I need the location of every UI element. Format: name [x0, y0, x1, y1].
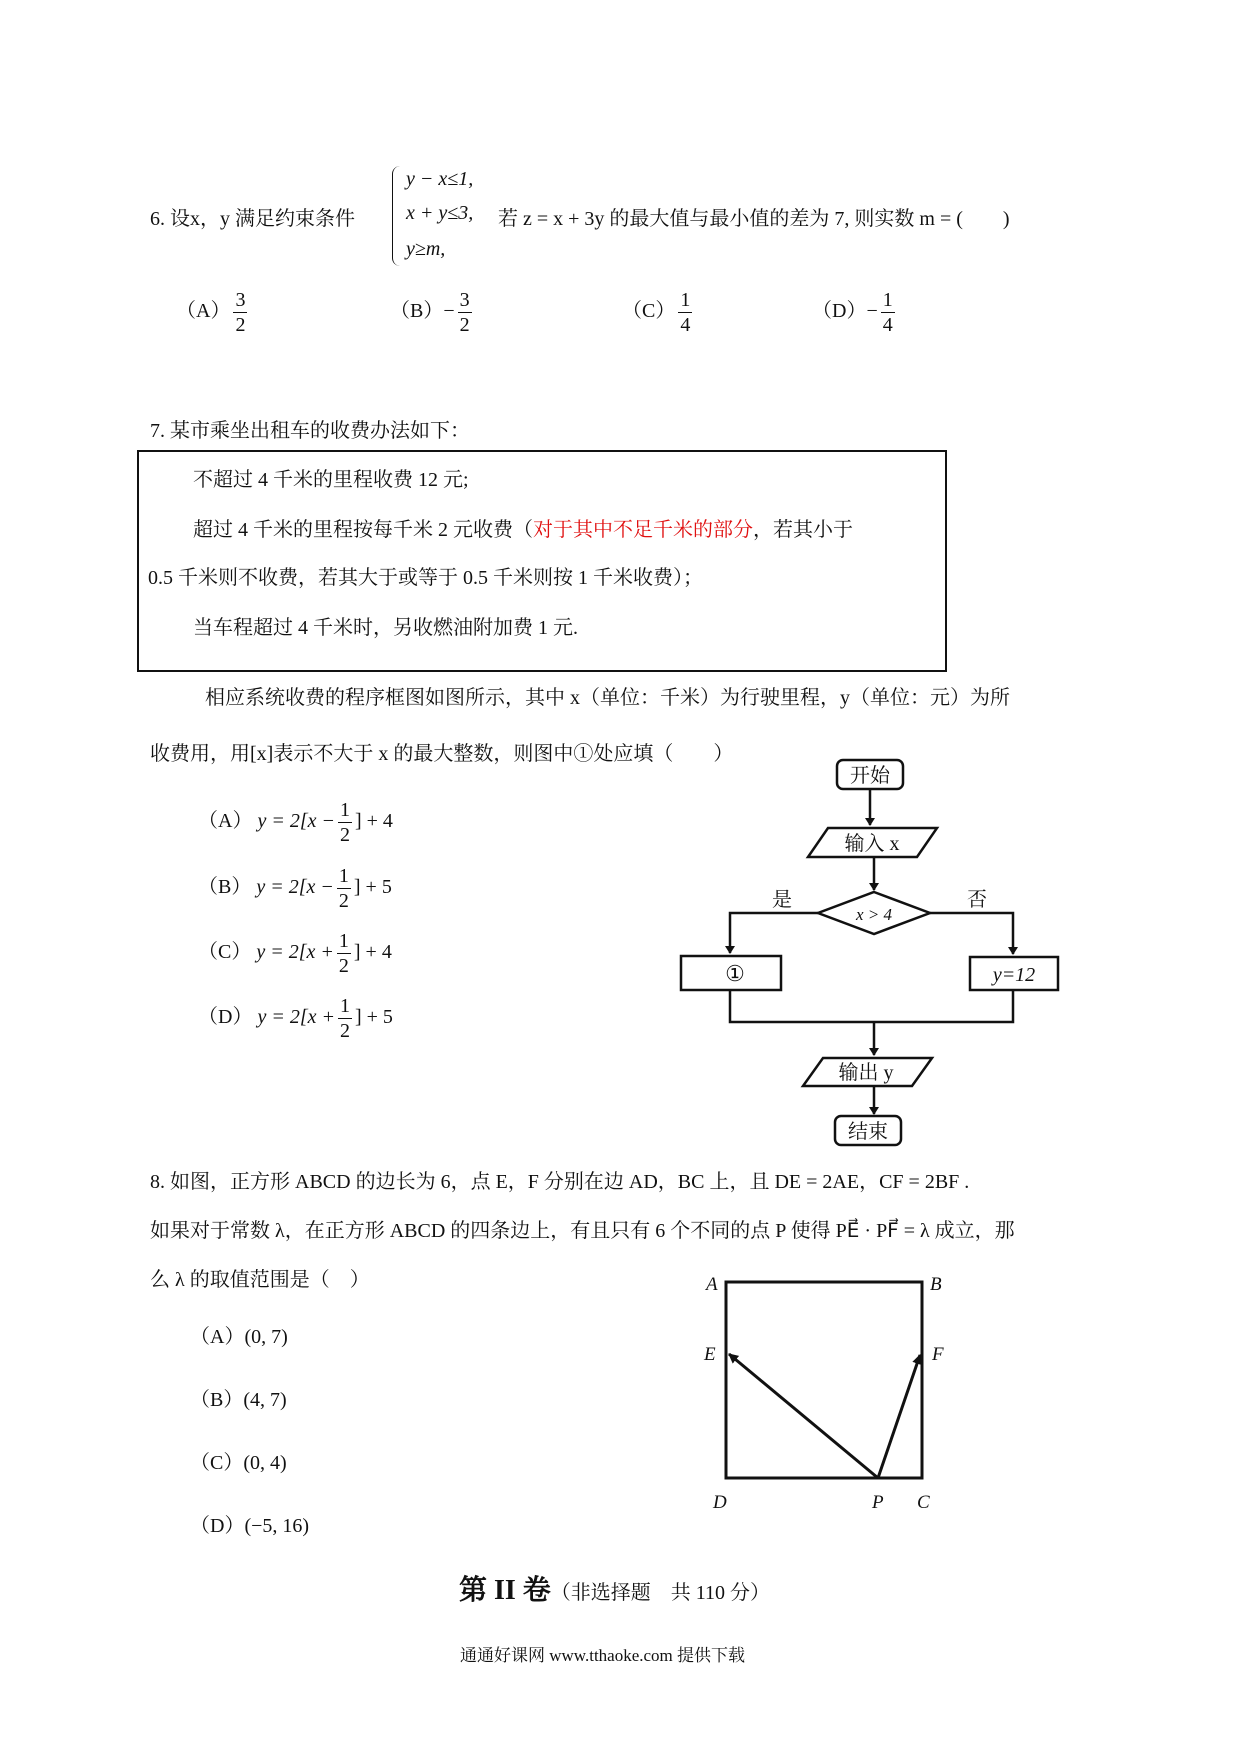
numerator: 1	[680, 289, 691, 311]
vector-pe	[729, 1354, 878, 1478]
denominator: 2	[339, 1020, 350, 1042]
option-label: （B）	[198, 876, 252, 899]
denominator: 2	[235, 314, 246, 336]
formula-part: ] + 5	[353, 876, 392, 899]
formula-part: y = 2[x −	[257, 810, 335, 833]
q8-stem-line-3: 么 λ 的取值范围是（ ）	[150, 1269, 370, 1291]
numerator: 3	[235, 289, 246, 311]
q7-rule-4: 当车程超过 4 千米时，另收燃油附加费 1 元.	[193, 617, 578, 639]
vector-pf	[878, 1355, 920, 1478]
denominator: 4	[680, 314, 691, 336]
denominator: 2	[339, 824, 350, 846]
option-value: (0, 7)	[244, 1326, 288, 1348]
denominator: 2	[338, 890, 349, 912]
rule-text: ，若其小于	[753, 519, 853, 541]
option-label: （A）	[198, 810, 253, 833]
highlighted-text: 对于其中不足千米的部分	[533, 519, 753, 541]
option-label: （D）	[198, 1006, 253, 1029]
section-subtitle: （非选择题 共 110 分）	[550, 1582, 771, 1604]
option-value: (4, 7)	[243, 1389, 287, 1411]
numerator: 1	[339, 995, 350, 1017]
option-label: （A）	[190, 1326, 245, 1348]
section-title: 第 II 卷	[459, 1575, 551, 1606]
flow-yes-label: 是	[772, 889, 792, 911]
formula-part: ] + 4	[353, 941, 392, 964]
formula-part: y = 2[x −	[256, 876, 334, 899]
flow-end-label: 结束	[848, 1121, 888, 1143]
point-label-p: P	[872, 1492, 884, 1513]
numerator: 3	[459, 289, 470, 311]
formula-part: ] + 4	[354, 810, 393, 833]
option-sign: −	[866, 300, 878, 323]
flow-step-no-label: y=12	[992, 964, 1036, 986]
denominator: 4	[882, 314, 893, 336]
option-label: （A）	[176, 300, 231, 323]
point-label-f: F	[932, 1344, 944, 1365]
numerator: 1	[338, 865, 349, 887]
q6-constraint-3: y≥m,	[406, 238, 446, 260]
q6-constraint-2: x + y≤3,	[406, 202, 474, 224]
q7-paragraph-2: 收费用，用[x]表示不大于 x 的最大整数，则图中①处应填（ ）	[150, 743, 734, 765]
formula-part: y = 2[x +	[257, 1006, 335, 1029]
option-sign: −	[443, 300, 455, 323]
option-label: （C）	[190, 1452, 244, 1474]
q6-constraint-1: y − x≤1,	[406, 168, 474, 190]
q6-stem-prefix: 6. 设x，y 满足约束条件	[150, 208, 355, 230]
q7-rule-3: 0.5 千米则不收费，若其大于或等于 0.5 千米则按 1 千米收费）；	[148, 567, 703, 589]
option-value: (−5, 16)	[244, 1515, 310, 1537]
flow-start-label: 开始	[850, 765, 890, 787]
flow-input-label: 输入 x	[844, 833, 900, 855]
denominator: 2	[338, 955, 349, 977]
page-footer: 通通好课网 www.tthaoke.com 提供下载	[460, 1646, 746, 1665]
q8-stem-line-1: 8. 如图，正方形 ABCD 的边长为 6，点 E，F 分别在边 AD，BC 上，且 DE = 2AE，CF = 2BF .	[150, 1171, 970, 1193]
q7-rule-1: 不超过 4 千米的里程收费 12 元;	[193, 469, 469, 491]
q7-stem: 7. 某市乘坐出租车的收费办法如下：	[150, 420, 470, 442]
option-label: （B）	[190, 1389, 244, 1411]
rule-text: 超过 4 千米的里程按每千米 2 元收费（	[193, 519, 533, 541]
option-label: （C）	[622, 300, 676, 323]
option-label: （B）	[390, 300, 444, 323]
q6-stem-suffix: 若 z = x + 3y 的最大值与最小值的差为 7, 则实数 m = ( )	[498, 208, 1010, 230]
formula-part: y = 2[x +	[256, 941, 334, 964]
section-heading	[459, 1568, 770, 1608]
option-label: （D）	[190, 1515, 245, 1537]
option-label: （C）	[198, 941, 252, 964]
q8-stem-line-2: 如果对于常数 λ，在正方形 ABCD 的四条边上，有且只有 6 个不同的点 P 使得 PE⃗ · PF⃗ = λ 成立，那	[150, 1220, 1015, 1242]
q7-paragraph-1: 相应系统收费的程序框图如图所示，其中 x（单位：千米）为行驶里程，y（单位：元）为所	[205, 687, 1010, 709]
point-label-c: C	[917, 1492, 930, 1513]
denominator: 2	[459, 314, 470, 336]
option-value: (0, 4)	[243, 1452, 287, 1474]
point-label-b: B	[930, 1274, 942, 1295]
numerator: 1	[339, 799, 350, 821]
option-label: （D）	[812, 300, 867, 323]
flow-output-label: 输出 y	[838, 1062, 894, 1084]
numerator: 1	[338, 930, 349, 952]
point-label-e: E	[704, 1344, 716, 1365]
flow-step-yes-label: ①	[725, 961, 745, 986]
point-label-a: A	[706, 1274, 718, 1295]
point-label-d: D	[713, 1492, 727, 1513]
numerator: 1	[882, 289, 893, 311]
square-abcd	[726, 1282, 922, 1478]
flow-condition-label: x > 4	[855, 905, 893, 924]
flow-no-label: 否	[967, 889, 987, 911]
formula-part: ] + 5	[354, 1006, 393, 1029]
